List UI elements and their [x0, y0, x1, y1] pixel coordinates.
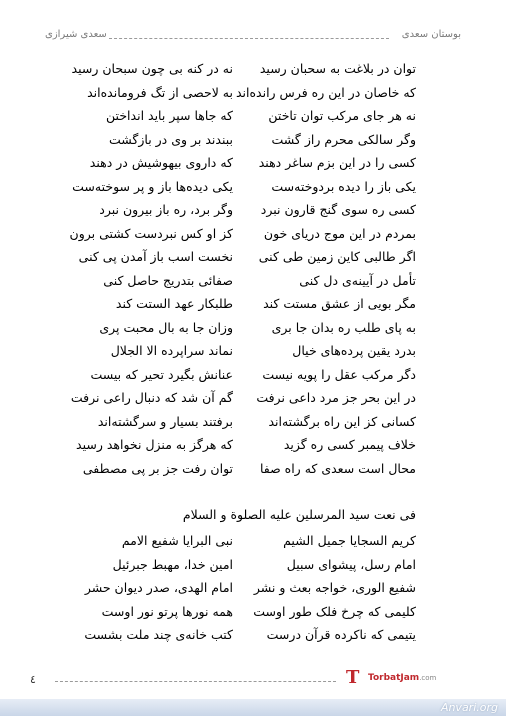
couplet-row [0, 202, 506, 226]
hemistich-first: کسانی کز این راه برگشته‌اند [268, 413, 416, 429]
header-divider [109, 38, 389, 39]
hemistich-second: طلبکار عهد الستت کند [115, 296, 233, 311]
hemistich-second: امام الهدی، صدر دیوان حشر [84, 580, 233, 595]
hemistich-first: در این بحر جز مرد داعی نرفت [256, 390, 416, 405]
hemistich-first: توان در بلاغت به سحبان رسید [259, 61, 416, 76]
hemistich-second: امین خدا، مهبط جبرئیل [112, 556, 233, 572]
couplet-row [0, 85, 506, 109]
logo-mark-icon: 𝐓 [346, 667, 360, 688]
hemistich-second: صفائی بتدریج حاصل کنی [103, 272, 233, 288]
hemistich-first: که خاصان در این ره فرس رانده‌اند [235, 84, 416, 100]
hemistich-first: کسی را در این بزم ساغر دهند [258, 155, 416, 170]
hemistich-second: که جاها سپر باید انداختن [106, 108, 233, 123]
couplet-row [0, 249, 506, 273]
couplet-row [0, 461, 506, 485]
couplet-row [0, 320, 506, 344]
couplet-row [0, 533, 506, 557]
hemistich-first: کلیمی که چرخ فلک طور اوست [253, 603, 416, 619]
hemistich-first: یکی باز را دیده بردوخته‌ست [271, 178, 416, 194]
couplet-row [0, 179, 506, 203]
couplet-row [0, 226, 506, 250]
couplet-row [0, 273, 506, 297]
hemistich-first: محال است سعدی که راه صفا [259, 460, 416, 476]
hemistich-second: نخست اسب باز آمدن پی کنی [78, 249, 233, 264]
footer-divider [55, 681, 336, 682]
hemistich-second: به لاحصی از تگ فرومانده‌اند [87, 84, 233, 100]
hemistich-first: خلاف پیمبر کسی ره گزید [283, 437, 416, 452]
hemistich-second: نه در کنه بی چون سبحان رسید [71, 61, 233, 76]
hemistich-first: یتیمی که ناکرده قرآن درست [266, 627, 416, 642]
hemistich-second: برفتند بسیار و سرگشته‌اند [97, 413, 233, 429]
hemistich-second: نماند سراپرده الا الجلال [110, 343, 233, 358]
hemistich-first: نه هر جای مرکب توان تاختن [268, 108, 416, 123]
poem-bustan-intro [0, 61, 506, 484]
hemistich-second: توان رفت جز بر پی مصطفی [82, 460, 233, 476]
hemistich-second: نبی البرایا شفیع الامم [121, 533, 233, 548]
watermark-bar [0, 699, 506, 716]
couplet-row [0, 108, 506, 132]
logo-text: TorbatJam.com [368, 673, 437, 683]
author-name: سعدی شیرازی [45, 29, 107, 40]
book-title: بوستان سعدی [401, 29, 461, 40]
hemistich-second: وگر برد، ره باز بیرون نبرد [99, 202, 233, 217]
poem-naat [0, 533, 506, 651]
couplet-row [0, 367, 506, 391]
hemistich-second: عنانش بگیرد تحیر که بیست [90, 366, 233, 382]
hemistich-second: وزان جا به بال محبت پری [99, 319, 233, 335]
hemistich-first: بمردم در این موج دریای خون [263, 225, 416, 241]
hemistich-first: امام رسل، پیشوای سبیل [286, 556, 416, 572]
torbatjam-logo [346, 667, 466, 689]
hemistich-first: تأمل در آیینه‌ی دل کنی [299, 272, 416, 288]
page-number: ٤ [30, 673, 36, 686]
hemistich-second: که هرگز به منزل نخواهد رسید [76, 437, 233, 452]
couplet-row [0, 557, 506, 581]
couplet-row [0, 343, 506, 367]
hemistich-second: ببندند بر وی در بازگشت [108, 131, 233, 147]
couplet-row [0, 390, 506, 414]
hemistich-first: مگر بویی از عشق مستت کند [263, 296, 416, 311]
watermark-text: Anvari.org [440, 701, 498, 714]
hemistich-first: کریم السجایا جمیل الشیم [283, 533, 416, 548]
hemistich-first: اگر طالبی کاین زمین طی کنی [258, 249, 416, 264]
couplet-row [0, 437, 506, 461]
hemistich-second: گم آن شد که دنبال راعی نرفت [70, 390, 233, 405]
hemistich-first: شفیع الوری، خواجه بعث و نشر [253, 580, 416, 595]
couplet-row [0, 155, 506, 179]
couplet-row [0, 414, 506, 438]
couplet-row [0, 132, 506, 156]
hemistich-first: به پای طلب ره بدان جا بری [271, 319, 416, 335]
hemistich-first: دگر مرکب عقل را پویه نیست [262, 366, 416, 382]
section-title: فی نعت سید المرسلین علیه الصلوة و السلام [182, 507, 416, 522]
hemistich-first: وگر سالکی محرم راز گشت [271, 131, 416, 147]
hemistich-second: همه نورها پرتو نور اوست [101, 603, 233, 619]
couplet-row [0, 296, 506, 320]
page-header [45, 27, 461, 47]
hemistich-first: کسی ره سوی گنج قارون نبرد [260, 202, 416, 217]
couplet-row [0, 580, 506, 604]
couplet-row [0, 627, 506, 651]
hemistich-first: بدرد یقین پرده‌های خیال [292, 343, 416, 358]
hemistich-second: که داروی بیهوشیش در دهند [89, 155, 233, 170]
couplet-row [0, 604, 506, 628]
hemistich-second: کز او کس نبردست کشتی برون [69, 225, 233, 241]
couplet-row [0, 61, 506, 85]
hemistich-second: یکی دیده‌ها باز و پر سوخته‌ست [72, 178, 233, 194]
hemistich-second: کتب خانه‌ی چند ملت بشست [84, 627, 233, 642]
